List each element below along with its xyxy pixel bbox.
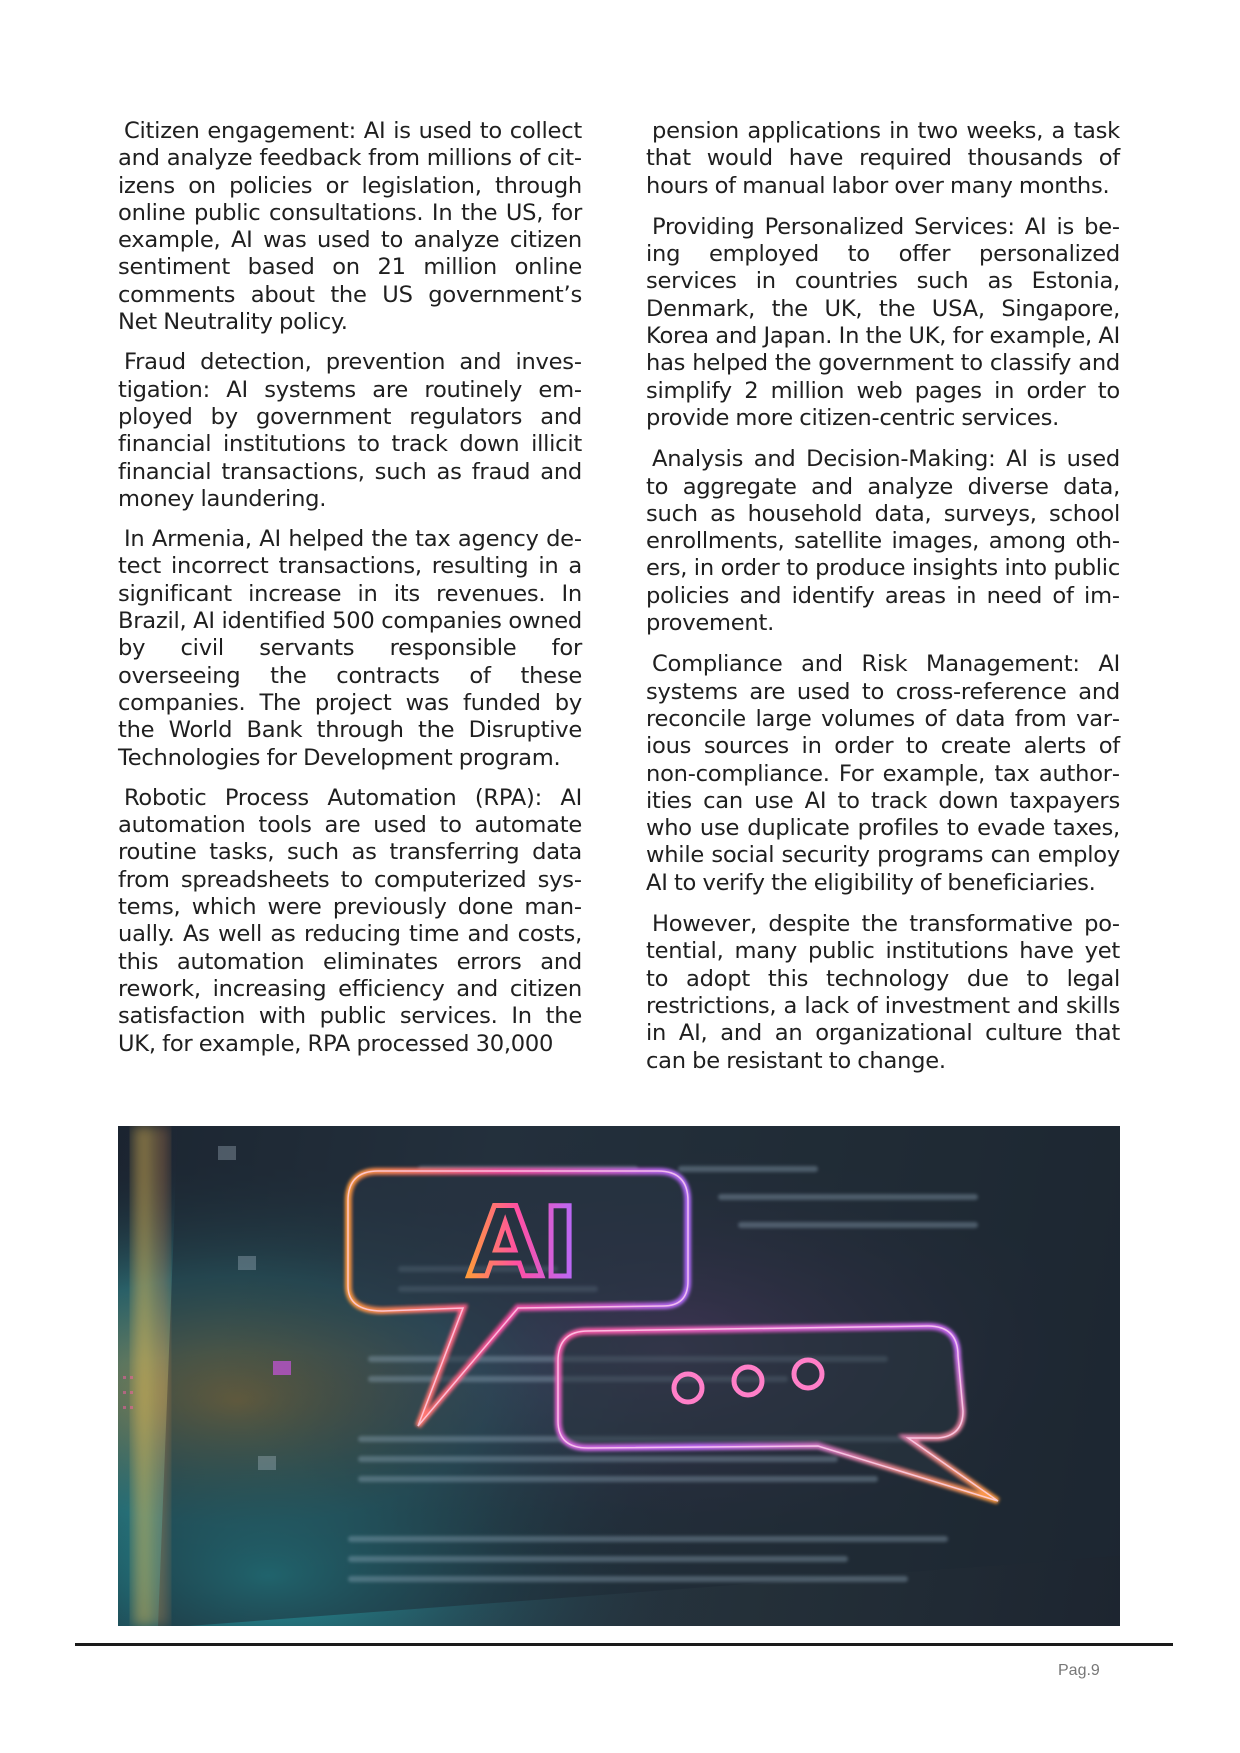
paragraph-fraud-detection: Fraud detection, prevention and investigation: AI systems are routinely employed by government regulators and financial institutions to track down illicit financial transactions, such as fraud and money laundering.	[118, 349, 582, 512]
left-column	[118, 118, 582, 1089]
footer-divider	[75, 1643, 1173, 1646]
paragraph-compliance-risk: Compliance and Risk Management: AI systems are used to cross-reference and reconcile large volumes of data from various sources in order to create alerts of non-compliance. For example, tax authorities can use AI to track down taxpayers who use duplicate profiles to evade taxes, while social security programs can employ AI to verify the eligibility of beneficiaries.	[646, 651, 1120, 896]
illustration-canvas	[118, 1126, 1120, 1626]
paragraph-rpa-continued: pension applications in two weeks, a task that would have required thousands of hours of manual labor over many months.	[646, 118, 1120, 199]
paragraph-personalized-services: Providing Personalized Services: AI is being employed to offer personalized services in countries such as Estonia, Denmark, the UK, the USA, Singapore, Korea and Japan. In the UK, for example, AI has helped the government to classify and simplify 2 million web pages in order to provide more citizen-centric services.	[646, 213, 1120, 431]
paragraph-citizen-engagement: Citizen engagement: AI is used to collect and analyze feedback from millions of citizens on policies or legislation, through online public consultations. In the US, for example, AI was used to analyze citizen sentiment based on 21 million online comments about the US government’s Net Neutrality policy.	[118, 118, 582, 336]
paragraph-analysis-decision-making: Analysis and Decision-Making: AI is used to aggregate and analyze diverse data, such as household data, surveys, school enrollments, satellite images, among others, in order to produce insights into public policies and identify areas in need of improvement.	[646, 446, 1120, 637]
paragraph-rpa: Robotic Process Automation (RPA): AI automation tools are used to automate routine tasks, such as transferring data from spreadsheets to computerized systems, which were previously done manually. As well as reducing time and costs, this automation eliminates errors and rework, increasing efficiency and citizen satisfaction with public services. In the UK, for example, RPA processed 30,000	[118, 784, 582, 1057]
bubble-ai-text: AI	[467, 1187, 579, 1299]
page-number: Pag.9	[1058, 1662, 1100, 1679]
paragraph-however: However, despite the transformative potential, many public institutions have yet to adopt this technology due to legal restrictions, a lack of investment and skills in AI, and an organizational culture that can be resistant to change.	[646, 911, 1120, 1074]
article-body	[118, 118, 1120, 1078]
ai-chat-illustration	[118, 1126, 1120, 1626]
right-column	[646, 118, 1120, 1089]
paragraph-armenia-brazil: In Armenia, AI helped the tax agency detect incorrect transactions, resulting in a significant increase in its revenues. In Brazil, AI identified 500 companies owned by civil servants responsible for overseeing the contracts of these companies. The project was funded by the World Bank through the Disruptive Technologies for Development program.	[118, 526, 582, 771]
